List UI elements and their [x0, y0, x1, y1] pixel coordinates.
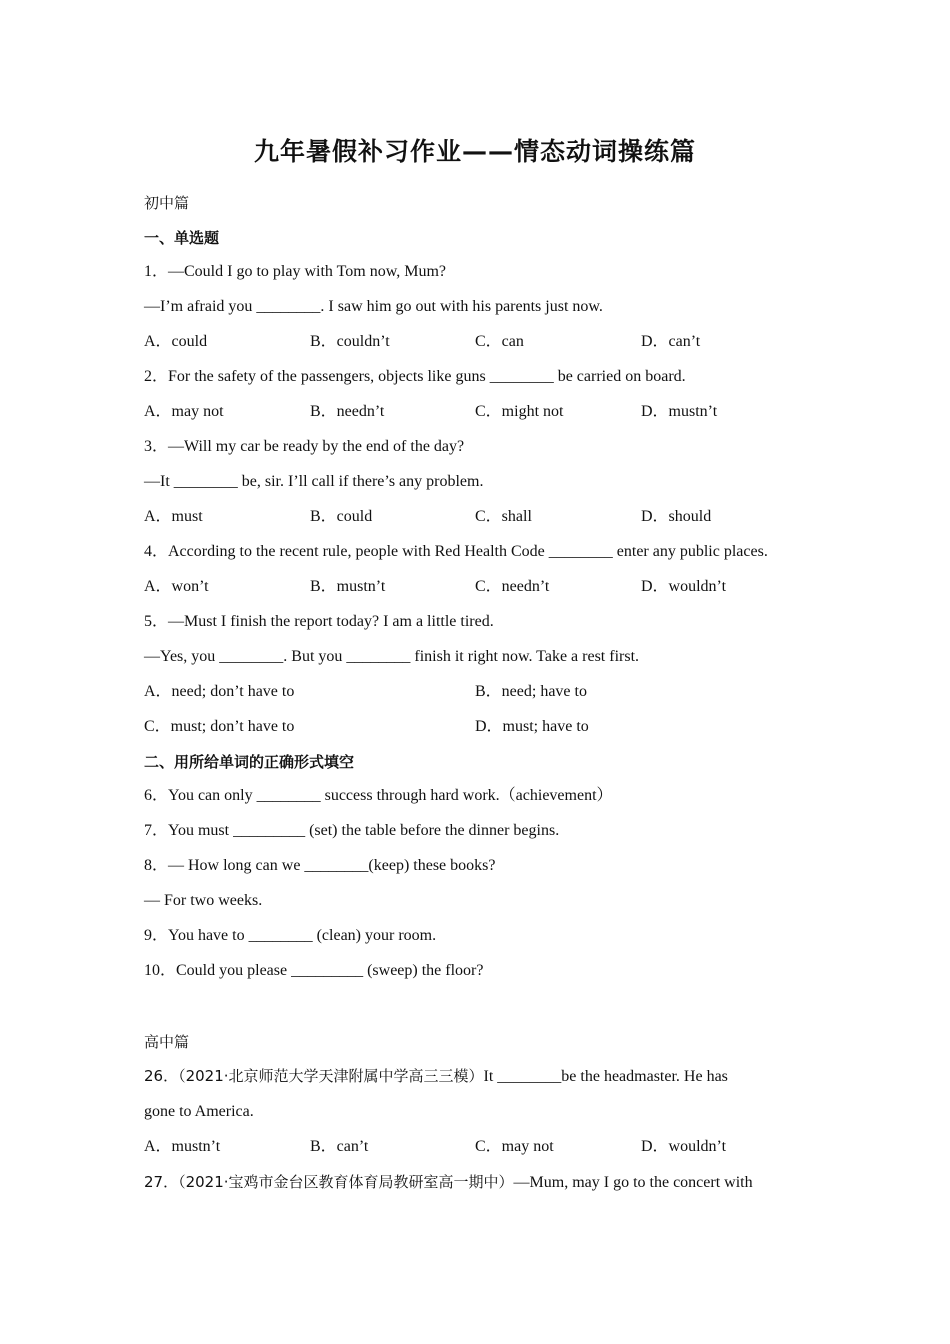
- question-2-stem: 2．For the safety of the passengers, objects like guns ________ be carried on board.: [144, 368, 686, 385]
- question-26-source: 26．（2021·北京师范大学天津附属中学高三三模）: [144, 1067, 484, 1085]
- question-26-stem-2: gone to America.: [144, 1103, 254, 1120]
- question-1-option-a[interactable]: A．could: [144, 333, 208, 350]
- question-1-option-d[interactable]: D．can’t: [641, 333, 701, 350]
- question-26-text: It ________be the headmaster. He has: [483, 1068, 728, 1085]
- question-3-option-c[interactable]: C．shall: [475, 508, 532, 525]
- senior-section-label: 高中篇: [144, 1033, 190, 1051]
- question-4-stem: 4．According to the recent rule, people with Red Health Code ________ enter any public places.: [144, 543, 768, 560]
- question-1-option-b[interactable]: B．couldn’t: [310, 333, 390, 350]
- question-9: 9．You have to ________ (clean) your room.: [144, 927, 437, 944]
- question-4-option-a[interactable]: A．won’t: [144, 578, 209, 595]
- question-2-option-b[interactable]: B．needn’t: [310, 403, 385, 420]
- question-26-stem: [144, 1066, 728, 1087]
- question-4-option-c[interactable]: C．needn’t: [475, 578, 550, 595]
- question-8-answer-line: — For two weeks.: [144, 892, 263, 909]
- question-5-option-c[interactable]: C．must; don’t have to: [144, 718, 295, 735]
- junior-section-label: 初中篇: [144, 194, 190, 212]
- question-5-stem: 5．—Must I finish the report today? I am a little tired.: [144, 613, 494, 630]
- question-2-option-c[interactable]: C．might not: [475, 403, 564, 420]
- question-5-option-b[interactable]: B．need; have to: [475, 683, 587, 700]
- question-6: 6．You can only ________ success through hard work.（achievement）: [144, 787, 613, 804]
- question-26-option-d[interactable]: D．wouldn’t: [641, 1138, 727, 1155]
- question-5-stem-2: —Yes, you ________. But you ________ finish it right now. Take a rest first.: [144, 648, 640, 665]
- question-26-option-a[interactable]: A．mustn’t: [144, 1138, 221, 1155]
- question-3-option-d[interactable]: D．should: [641, 508, 712, 525]
- question-2-option-d[interactable]: D．mustn’t: [641, 403, 718, 420]
- question-26-option-c[interactable]: C．may not: [475, 1138, 554, 1155]
- section-heading-fill-in: 二、用所给单词的正确形式填空: [144, 753, 355, 771]
- question-3-stem: 3．—Will my car be ready by the end of the day?: [144, 438, 465, 455]
- question-3-stem-2: —It ________ be, sir. I’ll call if there’s any problem.: [144, 473, 484, 490]
- question-2-option-a[interactable]: A．may not: [144, 403, 224, 420]
- question-5-option-a[interactable]: A．need; don’t have to: [144, 683, 295, 700]
- question-3-option-b[interactable]: B．could: [310, 508, 373, 525]
- question-1-stem-2: —I’m afraid you ________. I saw him go out with his parents just now.: [144, 298, 603, 315]
- question-27-stem: [144, 1172, 753, 1193]
- section-heading-single-choice: 一、单选题: [144, 229, 220, 247]
- question-27-source: 27．（2021·宝鸡市金台区教育体育局教研室高一期中）: [144, 1173, 514, 1191]
- question-4-option-b[interactable]: B．mustn’t: [310, 578, 386, 595]
- page-title: 九年暑假补习作业——情态动词操练篇: [253, 137, 696, 166]
- question-27-text: —Mum, may I go to the concert with: [513, 1174, 753, 1191]
- question-7: 7．You must _________ (set) the table before the dinner begins.: [144, 822, 560, 839]
- question-4-option-d[interactable]: D．wouldn’t: [641, 578, 727, 595]
- question-5-option-d[interactable]: D．must; have to: [475, 718, 589, 735]
- question-3-option-a[interactable]: A．must: [144, 508, 203, 525]
- question-10: 10．Could you please _________ (sweep) the floor?: [144, 962, 484, 979]
- question-8: 8．— How long can we ________(keep) these books?: [144, 857, 496, 874]
- question-1-stem: 1．—Could I go to play with Tom now, Mum?: [144, 263, 446, 280]
- question-26-option-b[interactable]: B．can’t: [310, 1138, 369, 1155]
- question-1-option-c[interactable]: C．can: [475, 333, 524, 350]
